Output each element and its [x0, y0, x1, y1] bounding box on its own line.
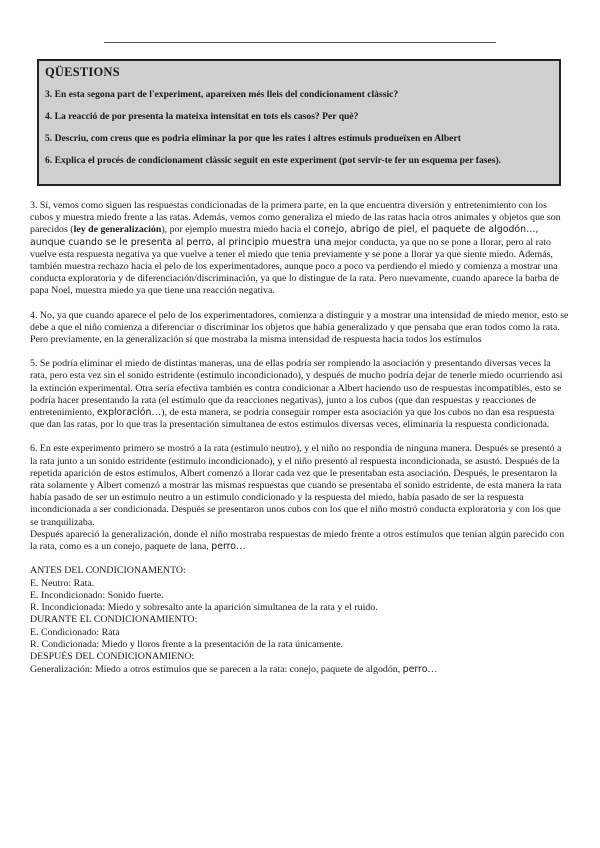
answer-6-handwritten: perro: [211, 541, 237, 553]
answers-body: [30, 200, 570, 676]
phase-conditioned-response: R. Condicionada: Miedo y lloros frente a la presentación de la rata únicamente.: [30, 639, 344, 651]
phase-unconditioned-stimulus: E. Incondicionado: Sonido fuerte.: [30, 589, 164, 601]
phase-generalization: [30, 664, 570, 676]
phase-generalization-text: Generalización: Miedo a otros estímulos que se parecen a la rata: conejo, paquete de algodón,: [30, 663, 403, 675]
phase-neutral-stimulus: E. Neutro: Rata.: [30, 577, 95, 589]
answer-6-ellipsis: …: [236, 541, 246, 553]
questions-title: QÜESTIONS: [45, 65, 120, 79]
phase-after-title: DESPUÉS DEL CONDICIONAMIENO:: [30, 651, 195, 663]
answer-3-bold: ley de generalización: [73, 224, 162, 236]
question-5: 5. Descriu, com creus que es podria eliminar la por que les rates i altres estímuls produeïxen en Albert: [45, 133, 461, 144]
answer-6: [30, 443, 570, 553]
phase-conditioned-stimulus: E. Condicionado: Rata: [30, 626, 120, 638]
phase-generalization-ellipsis: …: [427, 663, 438, 675]
phase-generalization-handwritten: perro: [402, 663, 428, 675]
answer-3: [30, 200, 570, 298]
question-6: 6. Explica el procés de condicionament clàssic seguit en este experiment (pot servir-te fer un esquema per fases).: [45, 155, 502, 166]
question-3: 3. En esta segona part de l'experiment, apareixen més lleis del condicionament clàssic?: [45, 89, 399, 100]
phase-unconditioned-response: R. Incondicionada: Miedo y sobresalto ante la aparición simultanea de la rata y el ruido.: [30, 602, 378, 614]
answer-5: [30, 358, 570, 431]
answer-6-text: 6. En este experimento primero se mostró a la rata (estimulo neutro), y el niño no respondía de ninguna manera. Después se presentó a la rata junto a un sonido estridente (estimulo incondicionado), y el niño presentó al respuesta incondicionada, se asustó. Después de la repetida aparición de estos estímulos, Albert comenzó a llorar cada vez que le presentaban esta asociación. Después, le presentaron la rata solamente y Albert comenzó a mostrar las mismas respuestas que cuando se presentaba el sonido estridente, de esta manera la rata había pasado de ser un estimulo neutro a un estimulo condicionado y la respuesta del miedo, había pasado de ser la respuesta incondicionada a ser condicionada. Después se presentaron unos cubos con los que el niño mostró conducta exploratoria y con los que se tranquilizaba.: [30, 443, 562, 528]
answer-3-text: 3. Sí, vemos como siguen las respuestas condicionadas de la primera parte, en la que encuentra diversión y entretenimiento con los cubos y muestra miedo frente a las ratas. Además, vemos como generaliza el miedo de las ratas hacia otros animales y objetos que son parecidos (: [30, 200, 561, 236]
answer-3-text-2: ), por ejemplo muestra miedo hacia el: [161, 224, 314, 236]
phase-before-title: ANTES DEL CONDICIONAMENTO:: [30, 565, 186, 577]
top-rule: [104, 42, 496, 43]
answer-3-handwritten: conejo, abrigo de piel, el paquete de algodón…, aunque cuando se le presenta al perro, al principio muestra una: [30, 224, 539, 248]
phases-scheme: [30, 565, 570, 676]
answer-3-text-3: mejor conducta, ya que no se pone a llorar, pero al rato vuelve esta respuesta negativa ya que vuelve a tener el miedo que tenia previamente y se pone a llorar ya que siente miedo. Además, también muestra rechazo hacia el pelo de los experimentadores, aunque poco a poco va perdiendo el miedo y comienza a mostrar una conducta exploratoria y de diferenciación/discriminación, ya que lo distingue de la rata. Pero nuevamente, cuando aparece la barba de papa Noel, muestra miedo ya que tiene una reacción negativa.: [30, 236, 559, 297]
questions-box: [37, 59, 561, 186]
answer-5-text: 5. Se podría eliminar el miedo de distintas maneras, una de ellas podría ser rompiendo la asociación y presentando diversas veces la rata, pero esta vez sin el sonido estridente (estimulo incondicionado), y después de mucho podría dejar de tenerle miedo ocurriendo así la extinción experimental. Otra sería efectiva también es contra condicionar a Albert haciendo uso de respuestas incompatibles, esto se podría hacer presentando la rata (el estímulo que da reacciones negativas), junto a los cubos (que dan respuestas y reacciones de entretenimiento,: [30, 358, 563, 419]
answer-4: 4. No, ya que cuando aparece el pelo de los experimentadores, comienza a distinguir y a mostrar una intensidad de miedo menor, esto se debe a que el niño comienza a diferenciar o discriminar los objetos que había generalizado y que pensaba que eran todos como la rata. Pero previamente, en la generalización sí que mostraba la misma intensidad de respuesta hacia todos los estímulos: [30, 309, 569, 346]
answer-5-handwritten: exploración: [96, 407, 152, 419]
question-4: 4. La reacció de por presenta la mateixa intensitat en tots els casos? Per què?: [45, 111, 359, 122]
answer-6-text-2: Después apareció la generalización, donde el niño mostraba respuestas de miedo frente a otros estímulos que tenían algún parecido con la rata, como es a un conejo, paquete de lana,: [30, 528, 565, 553]
phase-during-title: DURANTE EL CONDICIONAMIENTO:: [30, 614, 198, 626]
answer-5-text-2: …), de esta manera, se podría conseguir romper esta asociación ya que los cubos no dan esa respuesta que dan las ratas, por lo que tras la presentación simultanea de estos estímulos diversas veces, eliminaría la respuesta condicionada.: [30, 407, 555, 431]
